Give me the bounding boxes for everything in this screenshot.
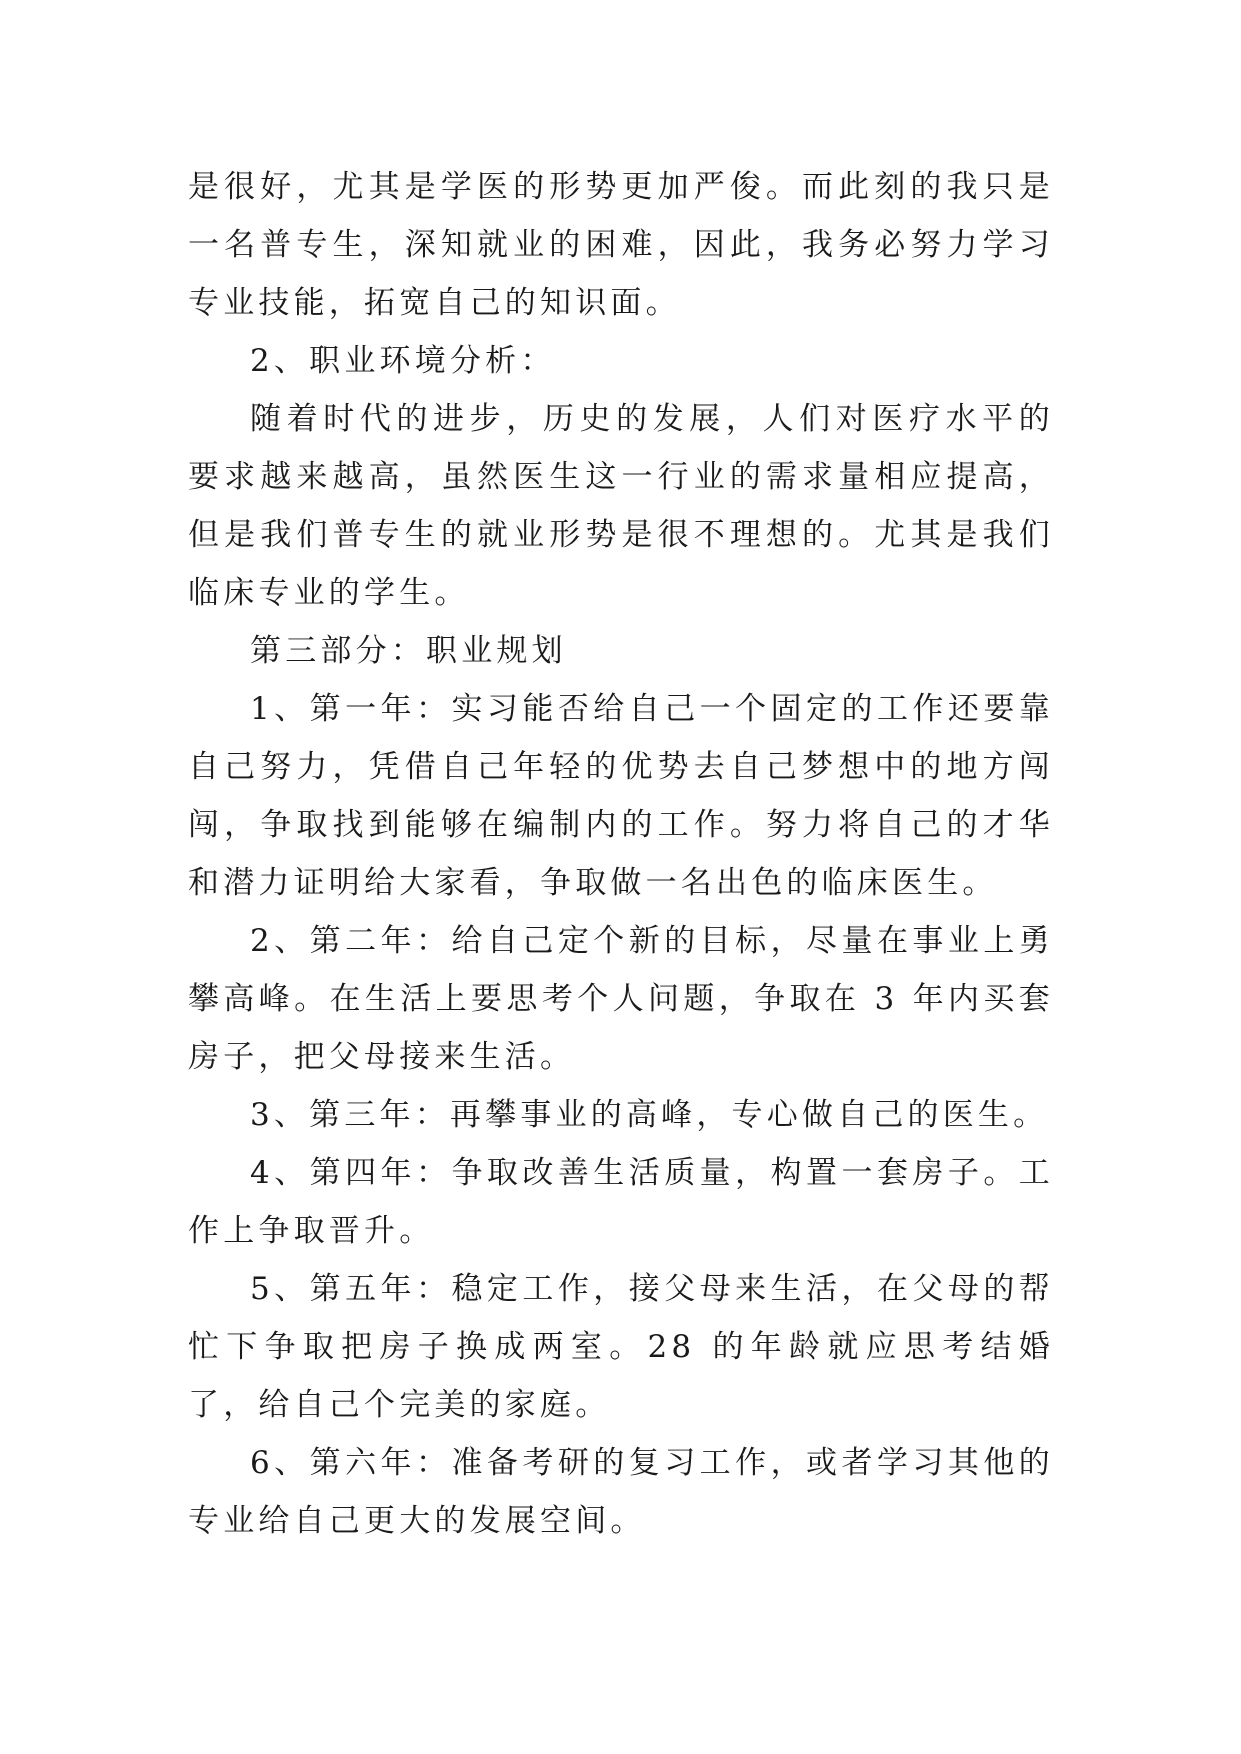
heading-career-environment: 2、职业环境分析： bbox=[250, 343, 556, 379]
plan-year-1: 1、第一年：实习能否给自己一个固定的工作还要靠自己努力，凭借自己年轻的优势去自己梦想中的地方闯闯，争取找到能够在编制内的工作。努力将自己的才华和潜力证明给大家看，争取做一名出色的临床医生。 bbox=[188, 691, 1054, 901]
plan-year-3: 3、第三年：再攀事业的高峰，专心做自己的医生。 bbox=[250, 1097, 1049, 1133]
plan-year-4: 4、第四年：争取改善生活质量，构置一套房子。工作上争取晋升。 bbox=[188, 1155, 1054, 1249]
plan-year-2: 2、第二年：给自己定个新的目标，尽量在事业上勇攀高峰。在生活上要思考个人问题，争取在 3 年内买套房子，把父母接来生活。 bbox=[188, 923, 1054, 1075]
plan-year-6: 6、第六年：准备考研的复习工作，或者学习其他的专业给自己更大的发展空间。 bbox=[188, 1445, 1054, 1539]
heading-part-three: 第三部分：职业规划 bbox=[250, 633, 567, 669]
paragraph-continued: 是很好，尤其是学医的形势更加严俊。而此刻的我只是一名普专生，深知就业的困难，因此，我务必努力学习专业技能，拓宽自己的知识面。 bbox=[188, 169, 1054, 321]
document-body bbox=[188, 158, 1054, 1550]
plan-year-5: 5、第五年：稳定工作，接父母来生活，在父母的帮忙下争取把房子换成两室。28 的年龄就应思考结婚了，给自己个完美的家庭。 bbox=[188, 1271, 1054, 1423]
paragraph-environment-analysis: 随着时代的进步，历史的发展，人们对医疗水平的要求越来越高，虽然医生这一行业的需求量相应提高，但是我们普专生的就业形势是很不理想的。尤其是我们临床专业的学生。 bbox=[188, 401, 1054, 611]
